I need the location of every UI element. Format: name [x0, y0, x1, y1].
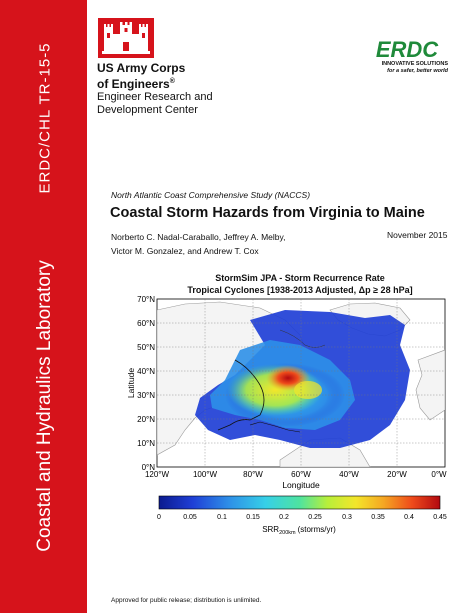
storm-recurrence-map [100, 290, 474, 550]
figure-title-line-2: Tropical Cyclones [1938-2013 Adjusted, Δp ≥ 28 hPa] [187, 285, 413, 295]
erdc-tagline-1: INNOVATIVE SOLUTIONS [381, 61, 448, 67]
colorbar-label-main: SRR [262, 525, 280, 534]
colorbar [159, 496, 440, 509]
erdc-name-line1: Engineer Research and [97, 91, 213, 103]
longitude-ticks [145, 470, 447, 479]
lon-tick-80w: 80°W [243, 470, 263, 479]
study-name: North Atlantic Coast Comprehensive Study (NACCS) [111, 190, 311, 200]
lon-tick-100w: 100°W [192, 470, 218, 479]
laboratory-name: Coastal and Hydraulics Laboratory [34, 260, 55, 552]
cbar-tick-02: 0.2 [279, 514, 289, 521]
cbar-tick-0: 0 [157, 514, 161, 521]
report-number: ERDC/CHL TR-15-5 [36, 42, 54, 194]
lon-tick-20w: 20°W [387, 470, 407, 479]
cbar-tick-045: 0.45 [433, 514, 447, 521]
lon-tick-40w: 40°W [339, 470, 359, 479]
usace-line2: of Engineers [97, 77, 170, 91]
map-figure [100, 290, 474, 550]
cbar-tick-04: 0.4 [404, 514, 414, 521]
erdc-name-line2: Development Center [97, 104, 198, 116]
colorbar-label-unit: (storms/yr) [297, 525, 336, 534]
cbar-tick-005: 0.05 [183, 514, 197, 521]
erdc-tagline-2: for a safer, better world [387, 68, 448, 74]
usace-line1: US Army Corps [97, 61, 186, 75]
colorbar-ticks [157, 514, 447, 521]
report-title: Coastal Storm Hazards from Virginia to Maine [110, 205, 425, 221]
x-axis-label: Longitude [282, 480, 320, 490]
y-axis-label: Latitude [126, 367, 136, 399]
figure-title-line-1: StormSim JPA - Storm Recurrence Rate [215, 273, 385, 283]
cbar-tick-035: 0.35 [371, 514, 385, 521]
colorbar-label-sub: 200km [279, 530, 296, 536]
distribution-statement: Approved for public release; distribution is unlimited. [111, 597, 262, 604]
cbar-tick-03: 0.3 [342, 514, 352, 521]
lon-tick-60w: 60°W [291, 470, 311, 479]
lat-tick-70: 70°N [137, 295, 155, 304]
lat-tick-50: 50°N [137, 343, 155, 352]
lat-tick-10: 10°N [137, 439, 155, 448]
lat-tick-20: 20°N [137, 415, 155, 424]
lon-tick-0w: 0°W [431, 470, 447, 479]
lon-tick-120w: 120°W [144, 470, 170, 479]
authors-line-1: Norberto C. Nadal-Caraballo, Jeffrey A. Melby, [111, 232, 286, 242]
cbar-tick-025: 0.25 [308, 514, 322, 521]
report-sidebar [0, 0, 87, 613]
srr-secondary-zone [294, 381, 322, 399]
lat-tick-40: 40°N [137, 367, 155, 376]
usace-organization [97, 62, 237, 117]
usace-line2-wrap [97, 75, 237, 91]
registered-mark: ® [169, 78, 175, 85]
colorbar-label [262, 525, 336, 536]
lat-tick-60: 60°N [137, 319, 155, 328]
authors-line-2: Victor M. Gonzalez, and Andrew T. Cox [111, 246, 259, 256]
erdc-logo [365, 38, 449, 60]
usace-castle-logo [98, 18, 154, 58]
latitude-ticks [137, 295, 155, 472]
lat-tick-0: 0°N [141, 463, 155, 472]
report-date: November 2015 [387, 230, 448, 240]
erdc-logo-text: ERDC [375, 38, 439, 60]
cbar-tick-015: 0.15 [246, 514, 260, 521]
lat-tick-30: 30°N [137, 391, 155, 400]
cbar-tick-01: 0.1 [217, 514, 227, 521]
authors [111, 230, 285, 258]
